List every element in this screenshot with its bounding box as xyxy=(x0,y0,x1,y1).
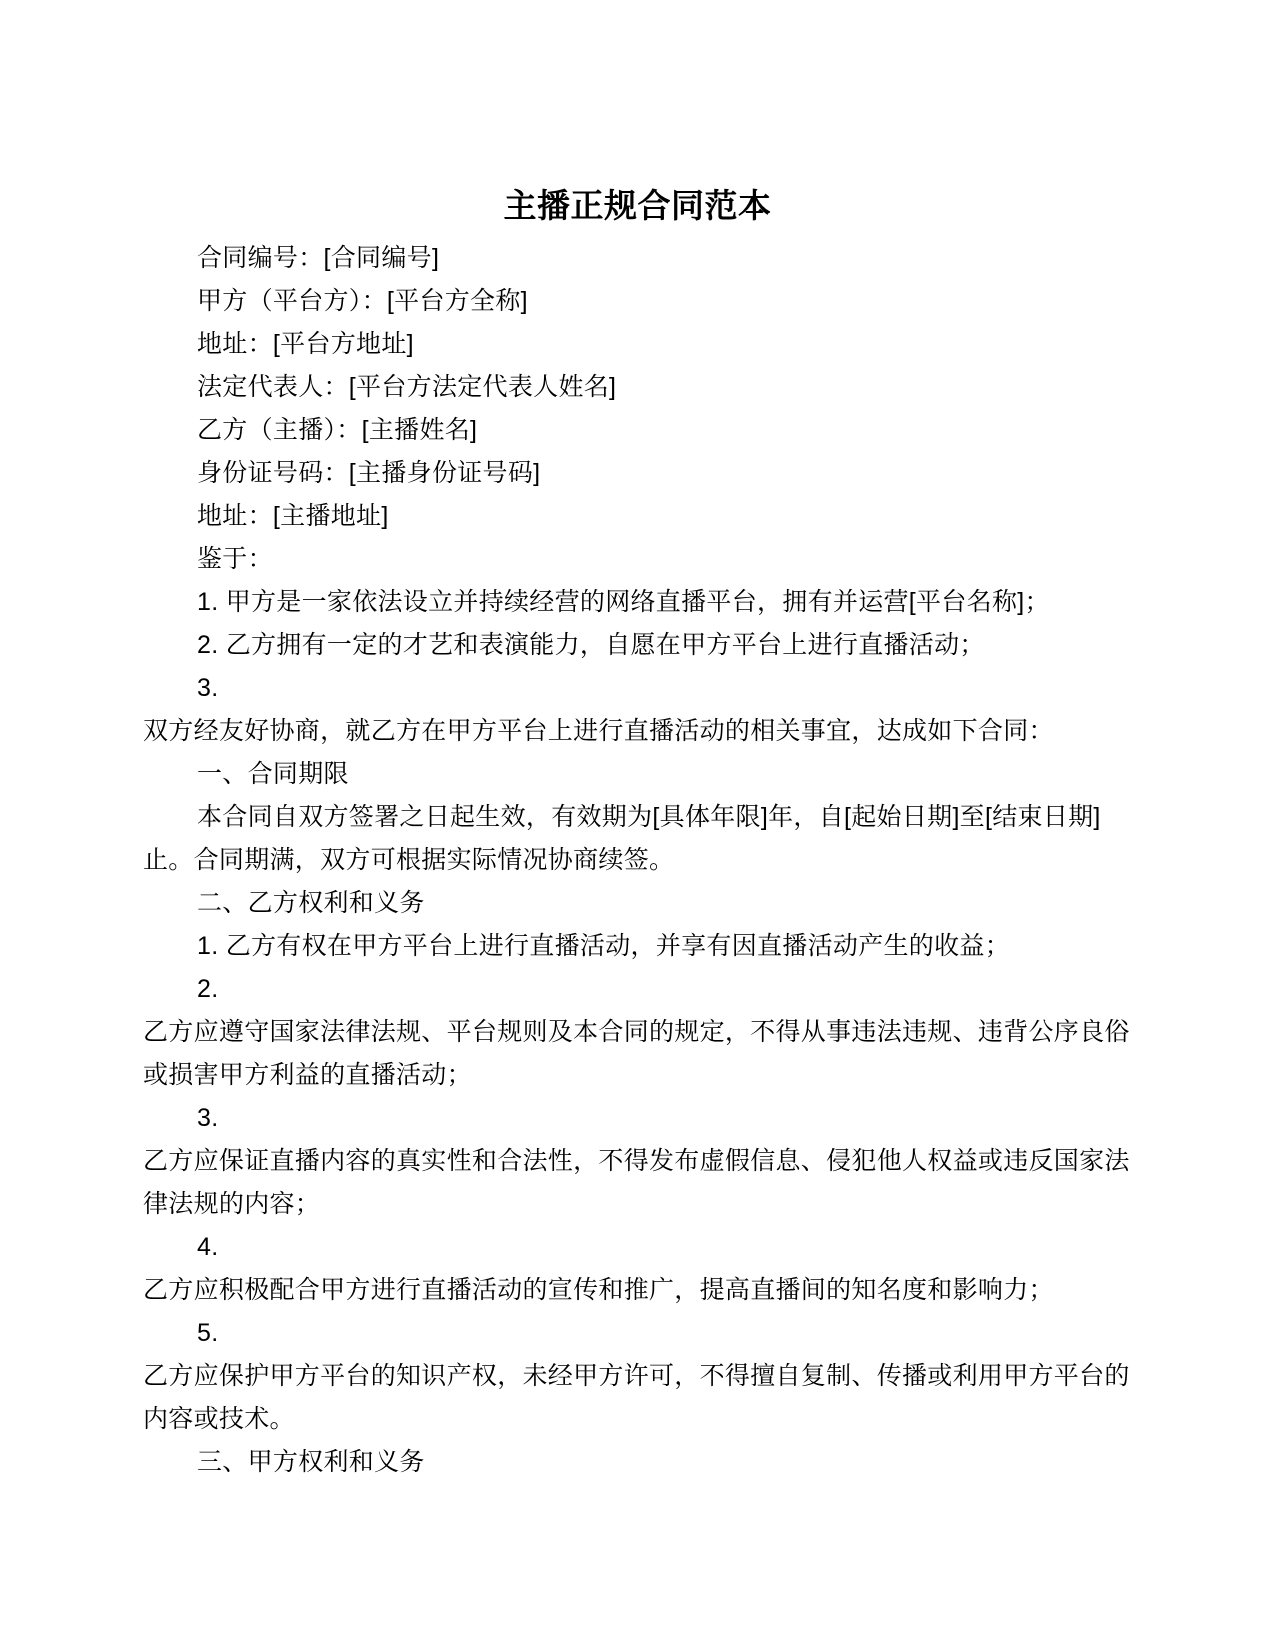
document-line: 双方经友好协商，就乙方在甲方平台上进行直播活动的相关事宜，达成如下合同： xyxy=(143,717,1054,745)
document-line: 2. 乙方拥有一定的才艺和表演能力，自愿在甲方平台上进行直播活动； xyxy=(197,631,985,659)
document-line: 律法规的内容； xyxy=(143,1190,321,1218)
document-line: 三、甲方权利和义务 xyxy=(197,1448,425,1476)
document-line: 3. xyxy=(197,1104,219,1132)
document-line: 合同编号：[合同编号] xyxy=(197,244,440,272)
document-line: 或损害甲方利益的直播活动； xyxy=(143,1061,472,1089)
document-line: 1. 乙方有权在甲方平台上进行直播活动，并享有因直播活动产生的收益； xyxy=(197,932,1010,960)
document-line: 5. xyxy=(197,1319,219,1347)
document-line: 内容或技术。 xyxy=(143,1405,295,1433)
document-line: 止。合同期满，双方可根据实际情况协商续签。 xyxy=(143,846,675,874)
document-line: 2. xyxy=(197,975,219,1003)
document-line: 地址：[主播地址] xyxy=(197,502,389,530)
document-line: 3. xyxy=(197,674,219,702)
document-line: 乙方应保护甲方平台的知识产权，未经甲方许可，不得擅自复制、传播或利用甲方平台的 xyxy=(143,1362,1130,1390)
document-line: 4. xyxy=(197,1233,219,1261)
document-line: 乙方（主播）：[主播姓名] xyxy=(197,416,478,444)
document-line: 1. 甲方是一家依法设立并持续经营的网络直播平台，拥有并运营[平台名称]； xyxy=(197,588,1050,616)
document-line: 甲方（平台方）：[平台方全称] xyxy=(197,287,528,315)
document-body xyxy=(143,237,1132,1484)
document-line: 乙方应保证直播内容的真实性和合法性，不得发布虚假信息、侵犯他人权益或违反国家法 xyxy=(143,1147,1130,1175)
document-line: 地址：[平台方地址] xyxy=(197,330,414,358)
document-line: 二、乙方权利和义务 xyxy=(197,889,425,917)
document-line: 乙方应积极配合甲方进行直播活动的宣传和推广，提高直播间的知名度和影响力； xyxy=(143,1276,1054,1304)
page-title: 主播正规合同范本 xyxy=(503,187,772,224)
document-line: 身份证号码：[主播身份证号码] xyxy=(197,459,541,487)
document-line: 一、合同期限 xyxy=(197,760,349,788)
document-line: 鉴于： xyxy=(197,545,273,573)
document-line: 本合同自双方签署之日起生效，有效期为[具体年限]年，自[起始日期]至[结束日期] xyxy=(197,803,1101,831)
document-line: 乙方应遵守国家法律法规、平台规则及本合同的规定，不得从事违法违规、违背公序良俗 xyxy=(143,1018,1130,1046)
document-line: 法定代表人：[平台方法定代表人姓名] xyxy=(197,373,617,401)
